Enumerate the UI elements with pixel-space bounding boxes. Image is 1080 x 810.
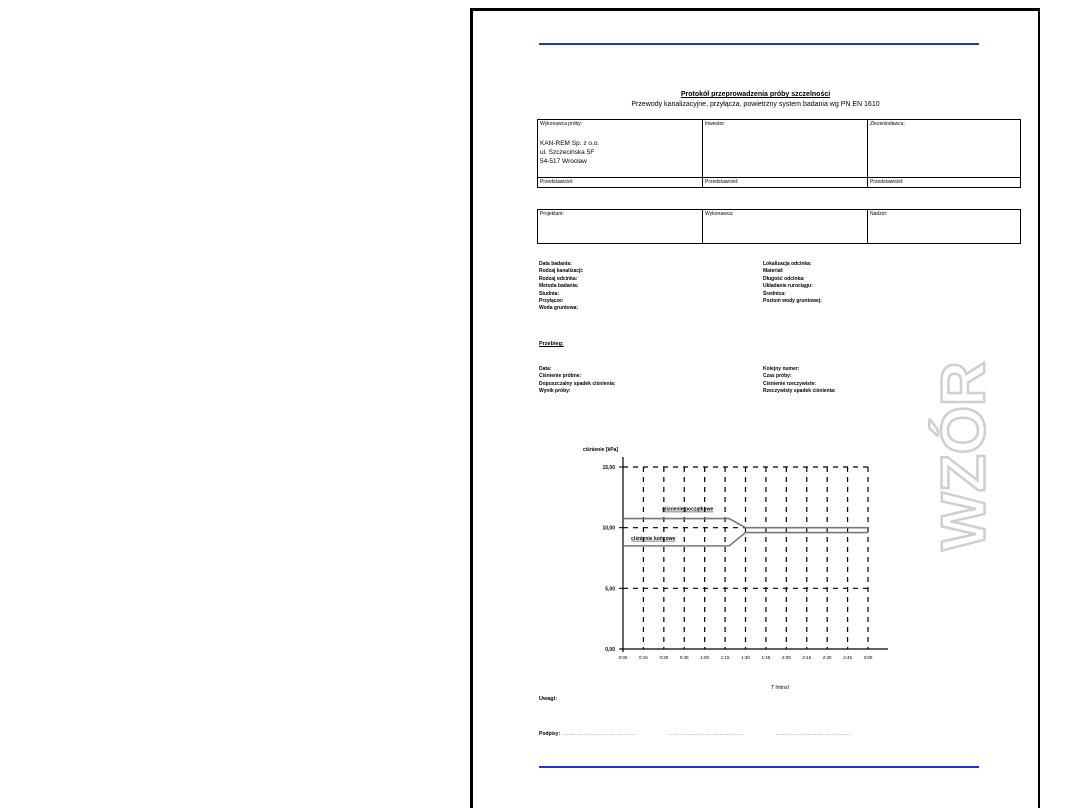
watermark: [928, 331, 1008, 581]
field-label: Wynik próby:: [539, 388, 571, 395]
document-page: [470, 8, 1040, 808]
contractor-address: [540, 139, 700, 166]
builder-cell: Wykonawca:: [703, 210, 868, 244]
x-tick-label: 0:00: [618, 655, 628, 660]
x-tick-label: 1:00: [700, 655, 710, 660]
x-tick-label: 0:45: [679, 655, 689, 660]
x-tick-label: 1:30: [741, 655, 750, 660]
document-subtitle: Przewody kanalizacyjne, przyłącza, powietrzny system badania wg PN EN 1610: [631, 101, 880, 108]
design-table: [537, 209, 1021, 244]
y-tick-label: 15,00: [602, 465, 615, 471]
y-tick-label: 5,00: [605, 586, 615, 593]
x-tick-label: 2:15: [802, 655, 812, 660]
parties-table: [537, 119, 1021, 188]
field-label: Długość odcinka:: [763, 275, 805, 282]
field-label: Metoda badania:: [539, 283, 579, 290]
client-cell: Zleceniodawca:: [868, 120, 1021, 178]
field-label: Lokalizacja odcinka:: [763, 261, 812, 267]
field-label: Przyłącze:: [539, 298, 564, 305]
x-tick-label: 0:15: [639, 655, 648, 660]
address-line: KAN-REM Sp. z o.o.: [540, 140, 600, 147]
field-label: Rzeczywisty spadek ciśnienia:: [763, 388, 836, 395]
x-tick-label: 3:00: [863, 655, 873, 660]
test-details-right: [763, 261, 822, 305]
y-axis-label: ciśnienie [kPa]: [583, 447, 619, 453]
field-label: Średnica:: [763, 290, 786, 297]
x-axis-label: T [mins]: [771, 685, 789, 689]
representative-cell: Przedstawiciel:: [703, 178, 868, 188]
signature-line: ........................................: [668, 731, 745, 737]
field-label: Studnia:: [539, 290, 559, 297]
y-tick-label: 10,00: [602, 525, 615, 532]
annotation-initial-pressure: ciśnienie początkowe: [662, 506, 714, 513]
x-tick-label: 1:15: [720, 655, 730, 660]
x-tick-label: 0:30: [659, 655, 669, 660]
x-tick-label: 2:30: [822, 655, 832, 660]
investor-cell: Inwestor:: [703, 120, 868, 178]
address-line: ul. Szczecińska 5F: [540, 149, 595, 156]
bottom-blue-rule: [539, 766, 979, 768]
field-label: Układanie rurociągu:: [763, 283, 813, 290]
field-label: Kolejny numer:: [763, 366, 800, 372]
test-details-left: [539, 261, 583, 313]
watermark-text: WZÓR: [929, 361, 999, 551]
designer-cell: Projektant:: [538, 210, 703, 244]
field-label: Data:: [539, 366, 552, 372]
signatures-row: [539, 731, 851, 737]
field-label: Ciśnienie rzeczywiste:: [763, 380, 817, 387]
contractor-label: Wykonawca próby:: [540, 121, 583, 127]
document-title: Protokół przeprowadzenia próby szczelności: [680, 91, 831, 98]
field-label: Rodzaj kanalizacji:: [539, 268, 584, 275]
address-line: 54-517 Wrocław: [540, 158, 587, 165]
procedure-left: [539, 366, 615, 396]
y-tick-label: 0,00: [605, 647, 615, 653]
representative-cell: Przedstawiciel:: [538, 178, 703, 188]
field-label: Dopuszczalny spadek ciśnienia:: [539, 380, 616, 387]
annotation-final-pressure: ciśnienie końcowe: [631, 535, 676, 542]
x-tick-label: 2:45: [843, 655, 852, 660]
field-label: Data badania:: [539, 261, 572, 267]
x-tick-label: 2:00: [781, 655, 791, 660]
contractor-cell: [538, 120, 703, 178]
signatures-label: Podpisy:: [539, 731, 561, 737]
notes-label: Uwagi:: [539, 696, 558, 702]
field-label: Rodzaj odcinka:: [539, 275, 578, 282]
signature-line: ........................................: [775, 731, 852, 737]
procedure-heading: Przebieg:: [539, 341, 564, 347]
supervision-cell: Nadzór:: [868, 210, 1021, 244]
x-tick-label: 1:45: [761, 655, 771, 660]
pressure-chart: [533, 439, 933, 689]
field-label: Materiał:: [763, 268, 784, 275]
signature-line: ........................................: [561, 731, 638, 737]
top-blue-rule: [539, 43, 979, 45]
field-label: Poziom wody gruntowej:: [763, 298, 822, 305]
field-label: Woda gruntowa:: [539, 305, 579, 312]
procedure-right: [763, 366, 836, 396]
field-label: Ciśnienie próbne:: [539, 373, 582, 380]
field-label: Czas próby:: [763, 373, 792, 380]
representative-cell: Przedstawiciel:: [868, 178, 1021, 188]
